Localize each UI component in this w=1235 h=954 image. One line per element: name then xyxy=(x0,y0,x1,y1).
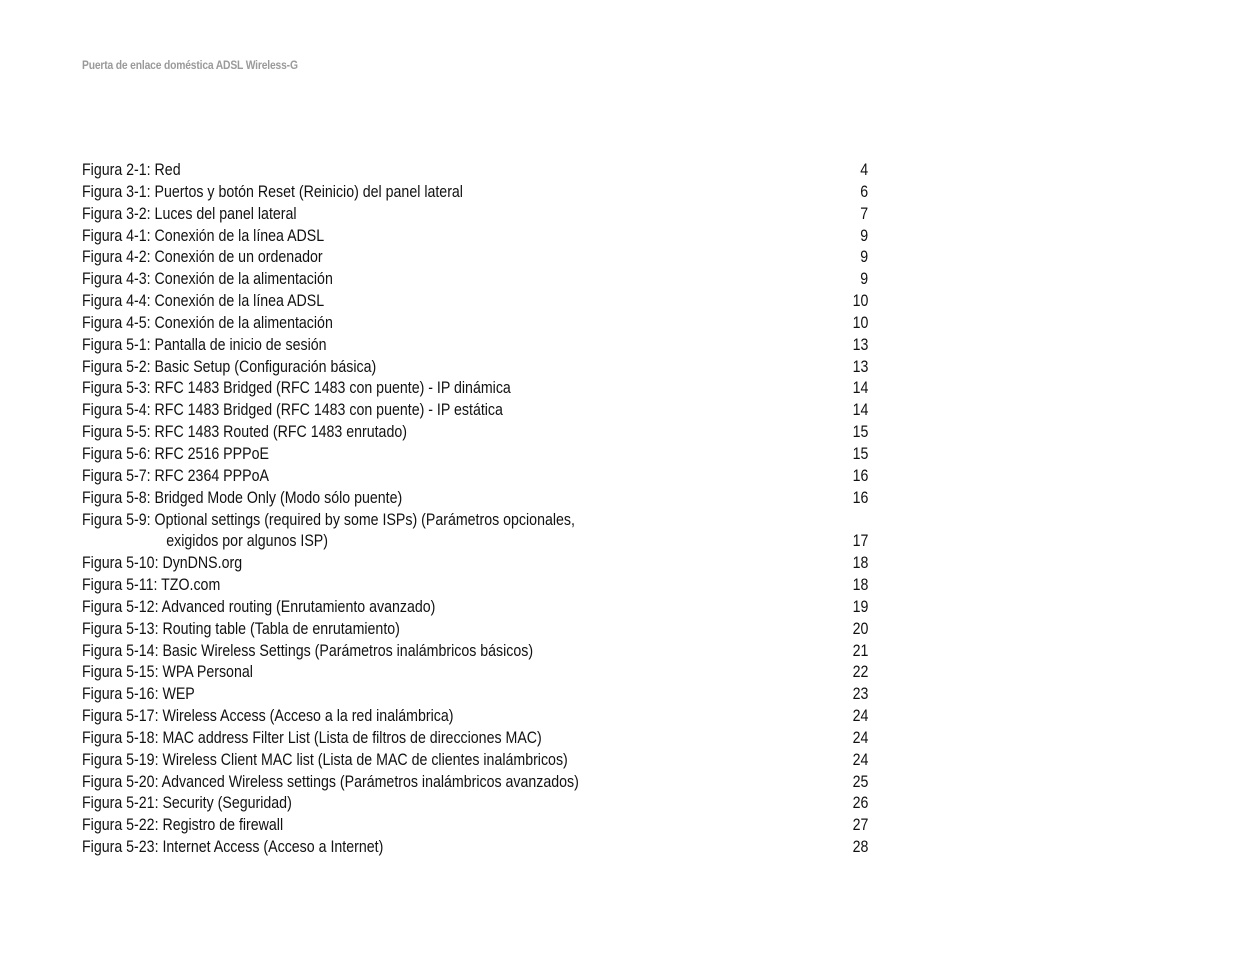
toc-entry xyxy=(82,837,868,859)
entry-label: Figura 5-5: RFC 1483 Routed (RFC 1483 enrutado) xyxy=(82,423,407,442)
entry-page: 4 xyxy=(860,161,868,179)
toc-entry xyxy=(82,182,868,204)
entry-label: Figura 5-13: Routing table (Tabla de enrutamiento) xyxy=(82,619,400,638)
toc-entry xyxy=(82,706,868,728)
entry-page: 18 xyxy=(852,554,868,573)
entry-label: Figura 5-10: DynDNS.org xyxy=(82,554,243,573)
entry-page: 15 xyxy=(852,423,868,442)
running-header: Puerta de enlace doméstica ADSL Wireless-G xyxy=(82,58,298,72)
entry-label: Figura 3-1: Puertos y botón Reset (Reinicio) del panel lateral xyxy=(82,182,463,201)
toc-entry xyxy=(82,335,868,357)
toc-entry xyxy=(82,662,868,684)
entry-page: 18 xyxy=(852,576,868,595)
entry-page: 14 xyxy=(852,379,868,398)
toc-entry xyxy=(82,772,868,794)
entry-label: Figura 5-7: RFC 2364 PPPoA xyxy=(82,466,269,485)
toc-entry xyxy=(82,619,868,641)
entry-page: 24 xyxy=(852,728,868,747)
toc-entry xyxy=(82,750,868,772)
entry-label: Figura 5-16: WEP xyxy=(82,685,195,704)
entry-page: 23 xyxy=(852,685,868,704)
toc-entry xyxy=(82,466,868,488)
entry-label: Figura 5-3: RFC 1483 Bridged (RFC 1483 con puente) - IP dinámica xyxy=(82,379,511,398)
entry-page: 9 xyxy=(860,226,868,245)
entry-label: Figura 5-20: Advanced Wireless settings (Parámetros inalámbricos avanzados) xyxy=(82,772,579,791)
entry-page: 13 xyxy=(852,335,868,354)
entry-page: 16 xyxy=(852,488,868,507)
entry-page: 9 xyxy=(860,248,868,267)
toc-entry xyxy=(82,160,868,182)
toc-entry xyxy=(82,269,868,291)
entry-page: 21 xyxy=(852,641,868,660)
entry-label: Figura 3-2: Luces del panel lateral xyxy=(82,204,297,223)
entry-page: 28 xyxy=(852,838,868,857)
entry-page: 24 xyxy=(852,707,868,726)
entry-label: Figura 5-15: WPA Personal xyxy=(82,663,253,682)
entry-label: Figura 5-18: MAC address Filter List (Lista de filtros de direcciones MAC) xyxy=(82,728,542,747)
entry-label: Figura 2-1: Red xyxy=(82,161,181,179)
toc-entry xyxy=(82,553,868,575)
toc-entry-continuation xyxy=(82,531,868,553)
entry-label: Figura 4-2: Conexión de un ordenador xyxy=(82,248,323,267)
toc-entry xyxy=(82,357,868,379)
toc-entry xyxy=(82,510,868,532)
entry-page: 15 xyxy=(852,444,868,463)
toc-entry xyxy=(82,793,868,815)
toc-entry xyxy=(82,815,868,837)
toc-entry xyxy=(82,728,868,750)
toc-entry xyxy=(82,226,868,248)
entry-label: Figura 5-8: Bridged Mode Only (Modo sólo puente) xyxy=(82,488,403,507)
entry-label: Figura 5-12: Advanced routing (Enrutamiento avanzado) xyxy=(82,597,436,616)
entry-page: 6 xyxy=(860,182,868,201)
entry-label: exigidos por algunos ISP) xyxy=(166,532,328,551)
toc-entry xyxy=(82,291,868,313)
entry-page: 16 xyxy=(852,466,868,485)
entry-label: Figura 5-4: RFC 1483 Bridged (RFC 1483 con puente) - IP estática xyxy=(82,401,503,420)
toc-entry xyxy=(82,247,868,269)
entry-page: 14 xyxy=(852,401,868,420)
entry-label: Figura 5-17: Wireless Access (Acceso a la red inalámbrica) xyxy=(82,707,454,726)
entry-page: 19 xyxy=(852,597,868,616)
toc-entry xyxy=(82,684,868,706)
toc-entry xyxy=(82,444,868,466)
toc-entry xyxy=(82,597,868,619)
entry-page: 26 xyxy=(852,794,868,813)
toc-entry xyxy=(82,488,868,510)
entry-label: Figura 5-14: Basic Wireless Settings (Parámetros inalámbricos básicos) xyxy=(82,641,534,660)
entry-label: Figura 5-1: Pantalla de inicio de sesión xyxy=(82,335,327,354)
entry-page: 9 xyxy=(860,270,868,289)
entry-page: 25 xyxy=(852,772,868,791)
entry-page: 10 xyxy=(852,292,868,311)
entry-label: Figura 4-4: Conexión de la línea ADSL xyxy=(82,292,325,311)
entry-label: Figura 5-11: TZO.com xyxy=(82,576,221,595)
entry-page: 13 xyxy=(852,357,868,376)
entry-label: Figura 5-23: Internet Access (Acceso a Internet) xyxy=(82,838,384,857)
entry-label: Figura 5-21: Security (Seguridad) xyxy=(82,794,292,813)
entry-label: Figura 5-9: Optional settings (required by some ISPs) (Parámetros opcionales, xyxy=(82,510,575,529)
toc-entry xyxy=(82,400,868,422)
entry-page: 22 xyxy=(852,663,868,682)
toc-entry xyxy=(82,313,868,335)
entry-page: 10 xyxy=(852,313,868,332)
entry-label: Figura 5-2: Basic Setup (Configuración básica) xyxy=(82,357,377,376)
toc-entry xyxy=(82,575,868,597)
list-of-figures xyxy=(82,160,868,859)
toc-entry xyxy=(82,378,868,400)
entry-page: 20 xyxy=(852,619,868,638)
entry-page: 27 xyxy=(852,816,868,835)
entry-label: Figura 5-22: Registro de firewall xyxy=(82,816,284,835)
toc-entry xyxy=(82,204,868,226)
entry-page: 17 xyxy=(852,532,868,551)
toc-entry xyxy=(82,422,868,444)
entry-label: Figura 4-3: Conexión de la alimentación xyxy=(82,270,333,289)
entry-label: Figura 4-5: Conexión de la alimentación xyxy=(82,313,333,332)
entry-label: Figura 5-19: Wireless Client MAC list (Lista de MAC de clientes inalámbricos) xyxy=(82,750,568,769)
entry-page: 24 xyxy=(852,750,868,769)
toc-entry xyxy=(82,641,868,663)
entry-label: Figura 5-6: RFC 2516 PPPoE xyxy=(82,444,269,463)
entry-page: 7 xyxy=(860,204,868,223)
entry-label: Figura 4-1: Conexión de la línea ADSL xyxy=(82,226,325,245)
